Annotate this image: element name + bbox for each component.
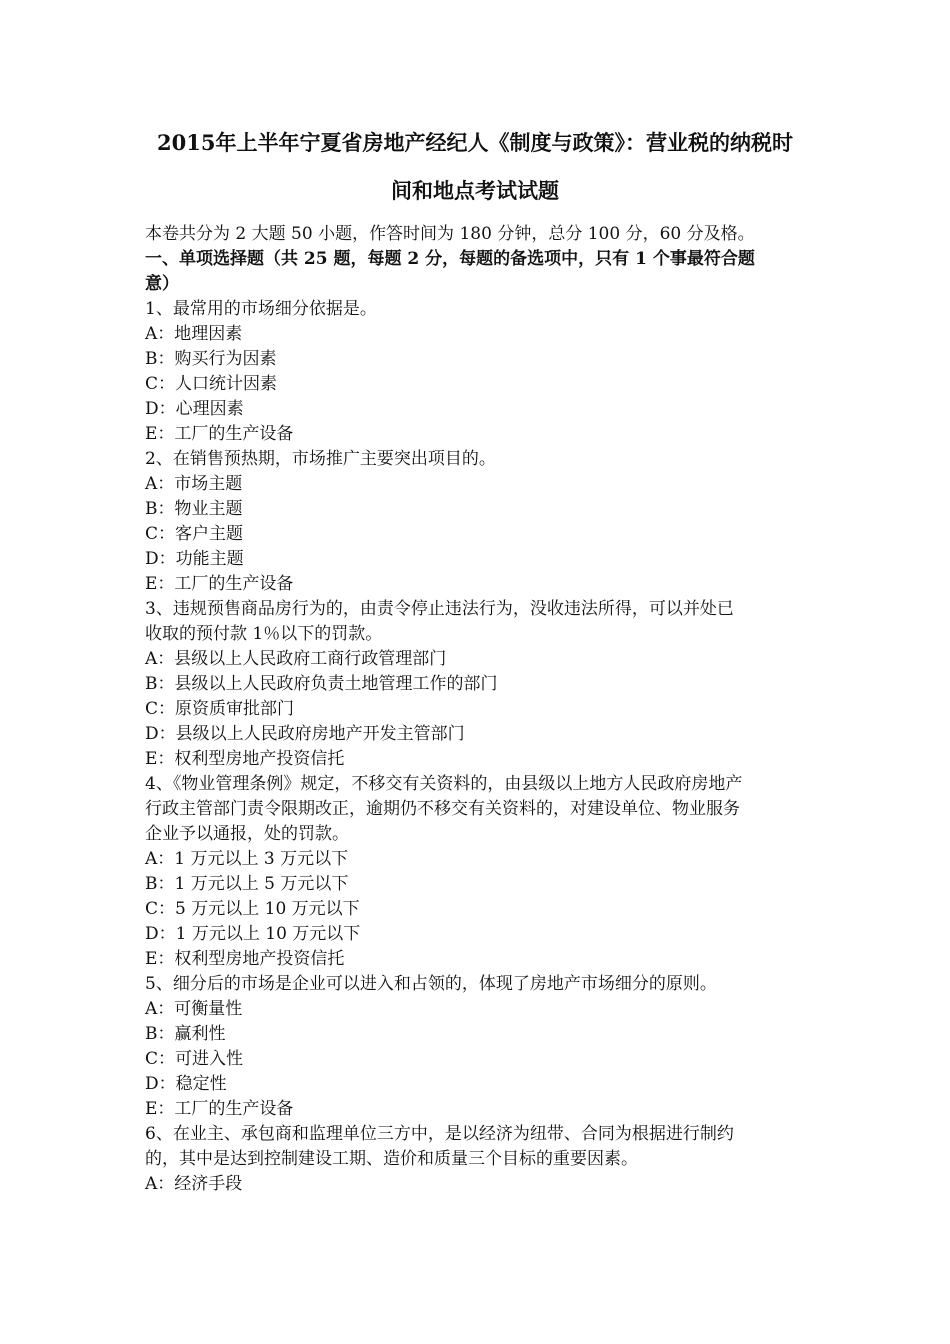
question-4-stem-line-3: 企业予以通报，处的罚款。: [145, 824, 349, 844]
question-1-option-c: C：人口统计因素: [145, 374, 278, 394]
question-1-option-e: E：工厂的生产设备: [145, 424, 294, 444]
question-6-option-a: A：经济手段: [145, 1174, 243, 1194]
question-2-option-a: A：市场主题: [145, 474, 243, 494]
section-heading-line-1: 一、单项选择题（共 25 题，每题 2 分，每题的备选项中，只有 1 个事最符合题: [145, 249, 755, 269]
exam-intro: 本卷共分为 2 大题 50 小题，作答时间为 180 分钟，总分 100 分，60 分及格。: [145, 224, 755, 244]
section-heading-line-2: 意）: [145, 274, 179, 294]
question-5-option-b: B：赢利性: [145, 1024, 226, 1044]
question-5-option-e: E：工厂的生产设备: [145, 1099, 294, 1119]
question-2-option-d: D：功能主题: [145, 549, 244, 569]
document-body: [145, 222, 815, 1197]
question-1-option-a: A：地理因素: [145, 324, 243, 344]
question-4-stem-line-2: 行政主管部门责令限期改正，逾期仍不移交有关资料的，对建设单位、物业服务: [145, 799, 740, 819]
question-3-option-d: D：县级以上人民政府房地产开发主管部门: [145, 724, 465, 744]
question-1-stem: 1、最常用的市场细分依据是。: [145, 299, 377, 319]
question-6-stem-line-1: 6、在业主、承包商和监理单位三方中，是以经济为纽带、合同为根据进行制约: [145, 1124, 734, 1144]
document-title-line-1: 2015年上半年宁夏省房地产经纪人《制度与政策》：营业税的纳税时: [157, 130, 793, 155]
question-4-option-d: D：1 万元以上 10 万元以下: [145, 924, 361, 944]
question-3-option-a: A：县级以上人民政府工商行政管理部门: [145, 649, 447, 669]
question-4-stem-line-1: 4、《物业管理条例》规定，不移交有关资料的，由县级以上地方人民政府房地产: [145, 774, 743, 794]
question-4-option-b: B：1 万元以上 5 万元以下: [145, 874, 349, 894]
question-5-option-d: D：稳定性: [145, 1074, 227, 1094]
question-3-stem-line-2: 收取的预付款 1％以下的罚款。: [145, 624, 383, 644]
question-1-option-d: D：心理因素: [145, 399, 244, 419]
question-2-stem: 2、在销售预热期，市场推广主要突出项目的。: [145, 449, 496, 469]
question-2-option-c: C：客户主题: [145, 524, 244, 544]
question-3-option-b: B：县级以上人民政府负责土地管理工作的部门: [145, 674, 498, 694]
question-2-option-b: B：物业主题: [145, 499, 243, 519]
question-1-option-b: B：购买行为因素: [145, 349, 277, 369]
question-3-option-e: E：权利型房地产投资信托: [145, 749, 345, 769]
question-4-option-e: E：权利型房地产投资信托: [145, 949, 345, 969]
question-4-option-a: A：1 万元以上 3 万元以下: [145, 849, 349, 869]
question-3-option-c: C：原资质审批部门: [145, 699, 295, 719]
question-5-option-a: A：可衡量性: [145, 999, 243, 1019]
document-title-line-2: 间和地点考试试题: [391, 178, 559, 203]
question-4-option-c: C：5 万元以上 10 万元以下: [145, 899, 360, 919]
question-5-option-c: C：可进入性: [145, 1049, 244, 1069]
question-6-stem-line-2: 的，其中是达到控制建设工期、造价和质量三个目标的重要因素。: [145, 1149, 638, 1169]
question-3-stem-line-1: 3、违规预售商品房行为的，由责令停止违法行为，没收违法所得，可以并处已: [145, 599, 734, 619]
question-2-option-e: E：工厂的生产设备: [145, 574, 294, 594]
question-5-stem: 5、细分后的市场是企业可以进入和占领的，体现了房地产市场细分的原则。: [145, 974, 717, 994]
